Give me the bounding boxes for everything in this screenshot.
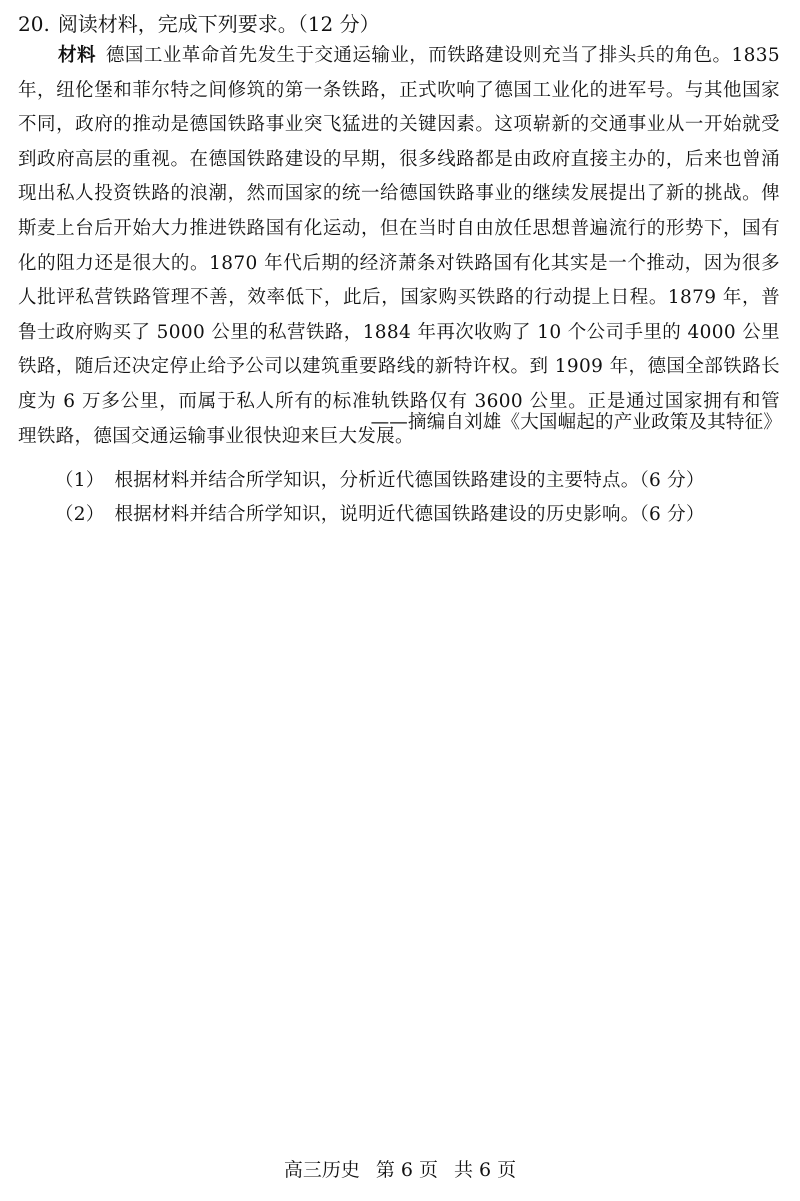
sub-question-1 — [55, 466, 705, 496]
material-passage — [18, 39, 780, 454]
sub-question-text: 根据材料并结合所学知识，说明近代德国铁路建设的历史影响。（6 分） — [114, 504, 705, 525]
question-number: 20. — [18, 12, 50, 36]
sub-question-number: （1） — [55, 470, 105, 491]
page-footer — [0, 1156, 800, 1184]
footer-subject: 高三历史 — [283, 1159, 360, 1181]
material-label: 材料 — [58, 45, 96, 66]
question-header — [18, 10, 380, 38]
footer-total: 共 6 页 — [454, 1159, 517, 1181]
sub-question-number: （2） — [55, 504, 105, 525]
material-text: 德国工业革命首先发生于交通运输业，而铁路建设则充当了排头兵的角色。1835 年，纽伦堡和菲尔特之间修筑的第一条铁路，正式吹响了德国工业化的进军号。与其他国家不同，政府的推动是德国铁路事业突飞猛进的关键因素。这项崭新的交通事业从一开始就受到政府高层的重视。在德国铁路建设的早期，很多线路都是由政府直接主办的，后来也曾涌现出私人投资铁路的浪潮，然而国家的统一给德国铁路事业的继续发展提出了新的挑战。俾斯麦上台后开始大力推进铁路国有化运动，但在当时自由放任思想普遍流行的形势下，国有化的阻力还是很大的。1870 年代后期的经济萧条对铁路国有化其实是一个推动，因为很多人批评私营铁路管理不善，效率低下，此后，国家购买铁路的行动提上日程。1879 年，普鲁士政府购买了 5000 公里的私营铁路，1884 年再次收购了 10 个公司手里的 4000 公里铁路，随后还决定停止给予公司以建筑重要路线的新特许权。到 1909 年，德国全部铁路长度为 6 万多公里，而属于私人所有的标准轨铁路仅有 3600 公里。正是通过国家拥有和管理铁路，德国交通运输事业很快迎来巨大发展。 — [18, 45, 780, 447]
footer-page: 第 6 页 — [375, 1159, 438, 1181]
material-source: ——摘编自刘雄《大国崛起的产业政策及其特征》 — [370, 412, 782, 433]
question-prompt: 阅读材料，完成下列要求。（12 分） — [57, 12, 380, 36]
sub-question-2 — [55, 500, 705, 530]
sub-question-text: 根据材料并结合所学知识，分析近代德国铁路建设的主要特点。（6 分） — [114, 470, 705, 491]
